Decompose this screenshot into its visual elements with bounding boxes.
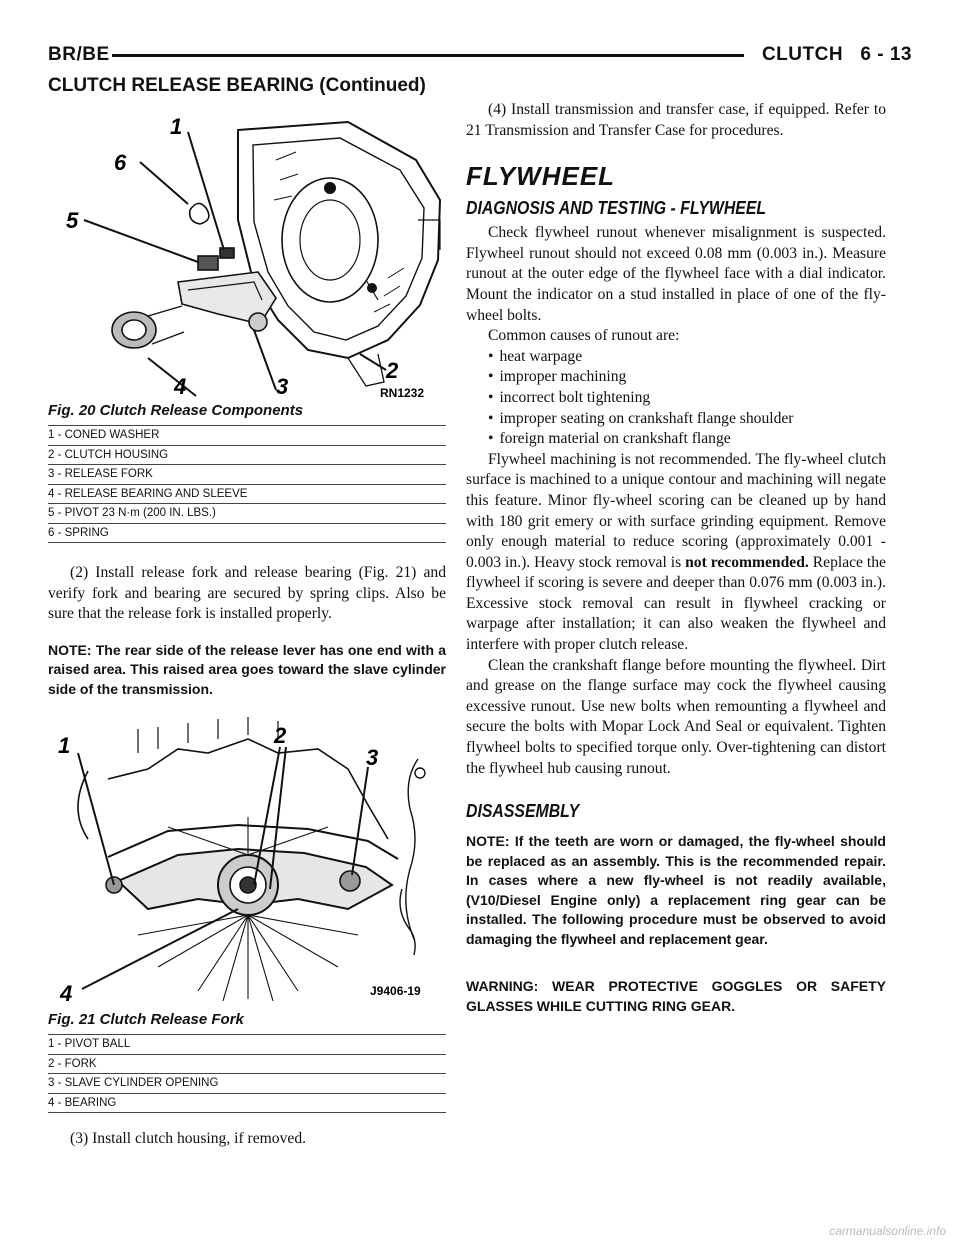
diagnosis-paragraph-1: Check flywheel runout whenever misalignment is suspected. Flywheel runout should not exceed 0.08 mm (0.003 in.). Measure runout at the outer edge of the flywheel face with a dial indicator. Mount the indicator on a stud installed in place of one of the fly-wheel bolts.	[466, 224, 886, 324]
section-continued-title: CLUTCH RELEASE BEARING (Continued)	[48, 75, 426, 96]
list-item: • improper machining	[488, 367, 886, 388]
fig20-legend	[48, 425, 446, 543]
fig21-legend-item: 2 - FORK	[48, 1054, 446, 1074]
not-recommended-emphasis: not recommended.	[685, 553, 809, 571]
fig21-callout-4: 4	[60, 981, 73, 1007]
diagnosis-paragraph-3: Clean the crankshaft flange before mounting the flywheel. Dirt and grease on the flange surface may cock the flywheel causing excessive runout. Use new bolts when remounting a flywheel and secure the bolts with Mopar Lock And Seal or equivalent. Tighten flywheel bolts to specified torque only. Over-tightening can distort the flywheel hub causing runout.	[466, 656, 886, 777]
fig21-callout-1: 1	[58, 733, 71, 759]
page-header	[48, 44, 912, 66]
diagnosis-paragraph-2b: Replace the flywheel if scoring is severe and deeper than 0.076 mm (0.003 in.). Excessive stock removal can result in flywheel cracking or warpage after installation; it can also weaken the flywheel and interfere with proper clutch release.	[466, 553, 886, 654]
fig20-legend-item: 4 - RELEASE BEARING AND SLEEVE	[48, 484, 446, 504]
header-page-info	[762, 44, 912, 66]
fig21-callout-2: 2	[274, 723, 287, 749]
note-release-lever: NOTE: The rear side of the release lever has one end with a raised area. This raised area goes toward the slave cylinder side of the transmission.	[48, 641, 446, 697]
fig20-callout-1: 1	[170, 114, 183, 139]
left-column	[48, 100, 446, 1150]
fig20-legend-item: 3 - RELEASE FORK	[48, 464, 446, 484]
warning-goggles: WARNING: WEAR PROTECTIVE GOGGLES OR SAFETY GLASSES WHILE CUTTING RING GEAR.	[466, 978, 886, 1014]
fig20-caption: Fig. 20 Clutch Release Components	[48, 402, 304, 419]
list-item: • improper seating on crankshaft flange shoulder	[488, 409, 886, 430]
diagnosis-paragraph-2a: Flywheel machining is not recommended. The fly-wheel clutch surface is machined to a unique contour and machining will negate this feature. Minor fly-wheel scoring can be cleaned up by hand with 180 grit emery or with surface grinding equipment. Remove only enough material to reduce scoring (approximately 0.001 - 0.003 in.). Heavy stock removal is	[466, 450, 886, 571]
fig20-callout-3: 3	[276, 374, 289, 399]
fig20-legend-item: 2 - CLUTCH HOUSING	[48, 445, 446, 465]
note-ring-gear: NOTE: If the teeth are worn or damaged, the fly-wheel should be replaced as an assembly. This is the recommended repair. In cases where a new fly-wheel is not readily available, (V10/Diesel Engine only) a replacement ring gear can be installed. The following procedure must be observed to avoid damaging the flywheel and replacement gear.	[466, 833, 886, 947]
fig20-illustration	[48, 100, 446, 400]
figure-20	[48, 100, 446, 543]
step-3-paragraph: (3) Install clutch housing, if removed.	[70, 1130, 307, 1148]
causes-intro: Common causes of runout are:	[488, 327, 680, 345]
fig20-callout-6: 6	[114, 150, 127, 175]
fig21-illustration	[48, 709, 446, 1009]
fig21-code: J9406-19	[370, 984, 421, 999]
list-item: • foreign material on crankshaft flange	[488, 429, 886, 450]
diagnosis-heading: DIAGNOSIS AND TESTING - FLYWHEEL	[466, 198, 767, 219]
watermark: carmanualsonline.info	[829, 1224, 946, 1238]
fig20-callout-2: 2	[386, 358, 399, 383]
diagnosis-paragraph-2	[466, 450, 886, 656]
fig20-callout-5: 5	[66, 208, 79, 233]
list-item: • heat warpage	[488, 347, 886, 368]
fig20-legend-item: 5 - PIVOT 23 N·m (200 IN. LBS.)	[48, 503, 446, 523]
figure-21	[48, 709, 446, 1113]
fig20-callout-4: 4	[174, 374, 187, 399]
flywheel-heading: FLYWHEEL	[466, 161, 616, 192]
right-column	[466, 100, 886, 1016]
header-section: CLUTCH	[761, 44, 844, 65]
step-2-paragraph: (2) Install release fork and release bearing (Fig. 21) and verify fork and bearing are secured by spring clips. Also be sure that the release fork is installed properly.	[48, 564, 446, 623]
fig21-legend-item: 1 - PIVOT BALL	[48, 1034, 446, 1054]
list-item: • incorrect bolt tightening	[488, 388, 886, 409]
causes-list	[466, 347, 886, 450]
fig20-legend-item: 1 - CONED WASHER	[48, 425, 446, 445]
disassembly-heading: DISASSEMBLY	[466, 801, 580, 822]
fig20-legend-item: 6 - SPRING	[48, 523, 446, 544]
fig21-caption: Fig. 21 Clutch Release Fork	[48, 1011, 244, 1029]
fig20-code: RN1232	[380, 386, 425, 400]
step-4-paragraph: (4) Install transmission and transfer case, if equipped. Refer to 21 Transmission and Transfer Case for procedures.	[466, 101, 886, 139]
header-model: BR/BE	[48, 44, 110, 65]
fig21-legend	[48, 1034, 446, 1113]
fig21-legend-item: 3 - SLAVE CYLINDER OPENING	[48, 1073, 446, 1093]
fig21-legend-item: 4 - BEARING	[48, 1093, 446, 1114]
header-page-number: 6 - 13	[860, 44, 912, 65]
header-rule	[112, 54, 744, 57]
fig21-callout-3: 3	[366, 745, 379, 771]
